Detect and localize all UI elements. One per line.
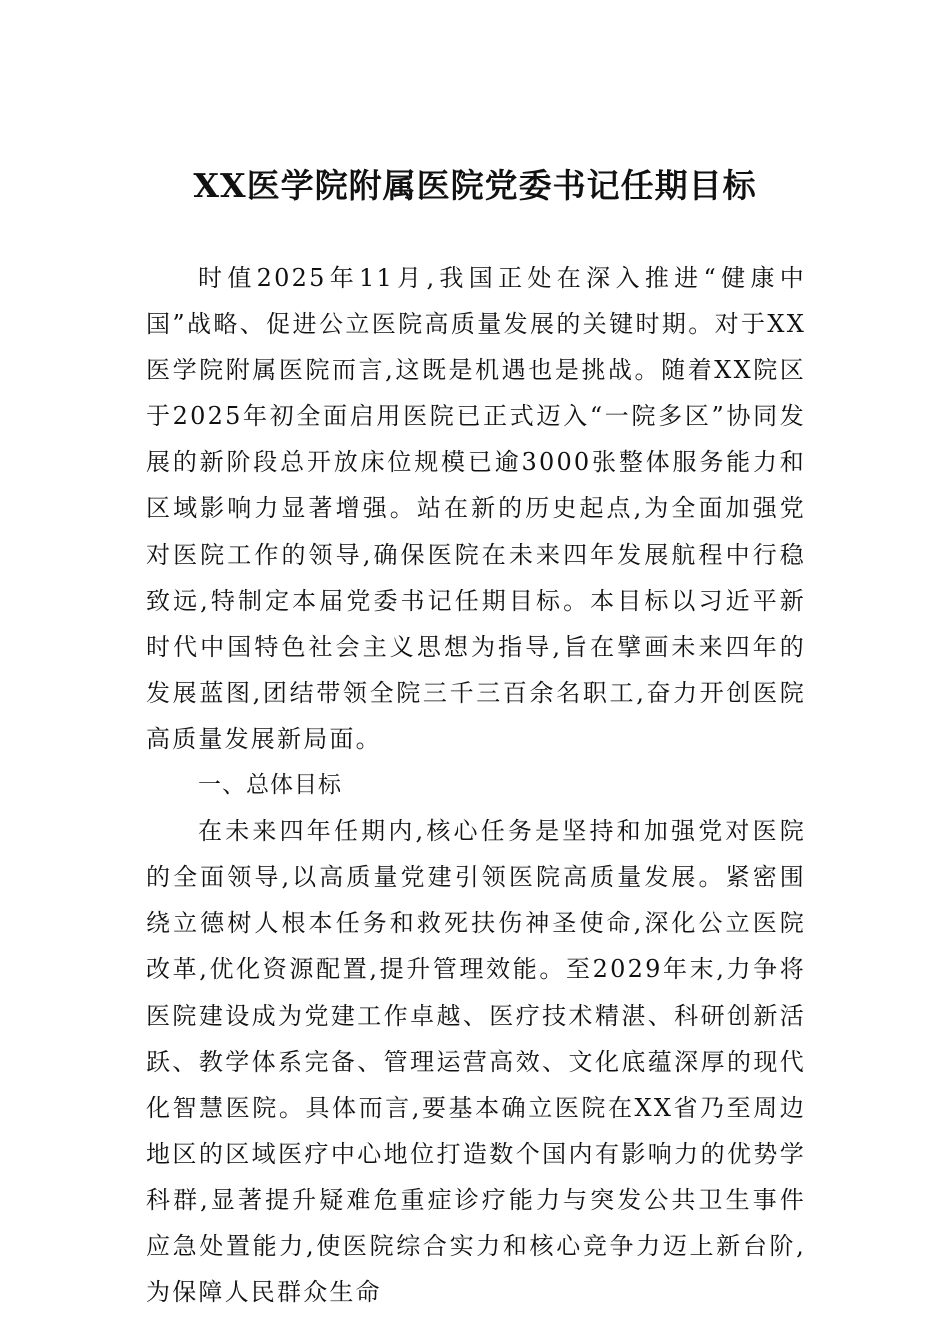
section-heading-overall-goals: 一、总体目标 [198,772,342,799]
document-title: XX医学院附属医院党委书记任期目标 [193,166,757,205]
intro-paragraph: 时值2025年11月,我国正处在深入推进“健康中国”战略、促进公立医院高质量发展的关键时期。对于XX医学院附属医院而言,这既是机遇也是挑战。随着XX院区于2025年初全面启用医院已正式迈入“一院多区”协同发展的新阶段总开放床位规模已逾3000张整体服务能力和区域影响力显著增强。站在新的历史起点,为全面加强党对医院工作的领导,确保医院在未来四年发展航程中行稳致远,特制定本届党委书记任期目标。本目标以习近平新时代中国特色社会主义思想为指导,旨在擘画未来四年的发展蓝图,团结带领全院三千三百余名职工,奋力开创医院高质量发展新局面。 [146,264,806,753]
document-body [146,255,806,1315]
section-1-paragraph: 在未来四年任期内,核心任务是坚持和加强党对医院的全面领导,以高质量党建引领医院高质量发展。紧密围绕立德树人根本任务和救死扶伤神圣使命,深化公立医院改革,优化资源配置,提升管理效能。至2029年末,力争将医院建设成为党建工作卓越、医疗技术精湛、科研创新活跃、教学体系完备、管理运营高效、文化底蕴深厚的现代化智慧医院。具体而言,要基本确立医院在XX省乃至周边地区的区域医疗中心地位打造数个国内有影响力的优势学科群,显著提升疑难危重症诊疗能力与突发公共卫生事件应急处置能力,使医院综合实力和核心竞争力迈上新台阶,为保障人民群众生命 [146,817,806,1307]
